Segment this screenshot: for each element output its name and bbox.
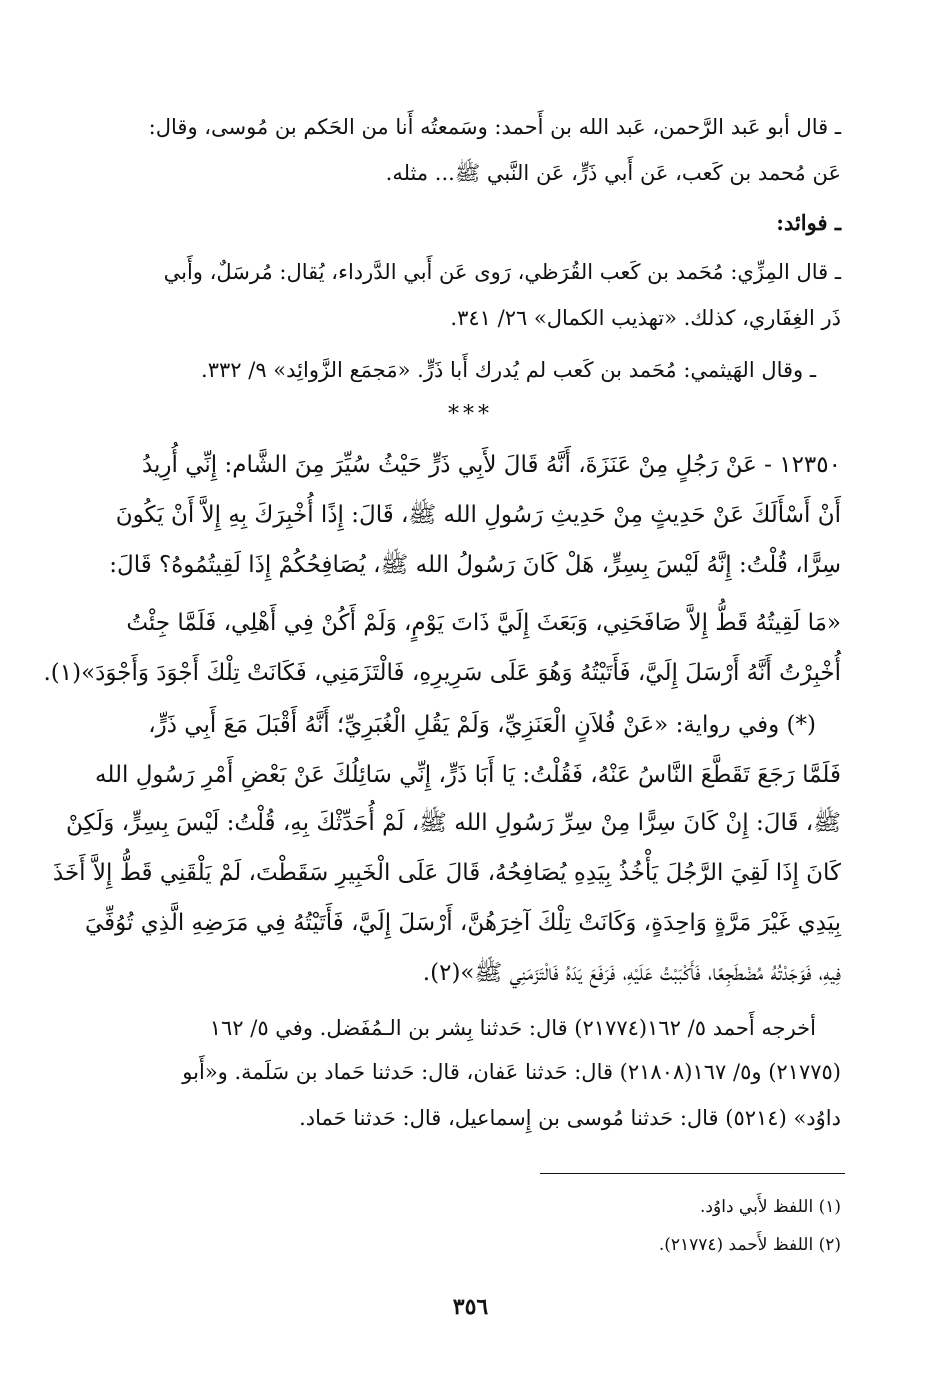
footnote: (٢) اللفظ لأَحمد (٢١٧٧٤). bbox=[658, 1235, 841, 1255]
intro-line: ـ قال أبو عَبد الرَّحمن، عَبد الله بن أَحمد: وسَمعتُه أَنا من الحَكم بن مُوسى، وقال: bbox=[148, 115, 841, 139]
hadith-line: سِرًّا، قُلْتُ: إِنَّهُ لَيْسَ بِسِرٍّ، هَلْ كَانَ رَسُولُ الله ﷺ، يُصَافِحُكُمْ إِذَا لَقِيتُمُوهُ؟ قَالَ: bbox=[109, 552, 841, 578]
riwaya-line: فَلَمَّا رَجَعَ تَقَطَّعَ النَّاسُ عَنْهُ، فَقُلْتُ: يَا أَبَا ذَرٍّ، إِنِّي سَائِلُكَ عَنْ بَعْضِ أَمْرِ رَسُولِ الله bbox=[95, 762, 841, 788]
takhrij-line: (٢١٧٧٥) و٥/ ١٦٧(٢١٨٠٨) قال: حَدثنا عَفان، قال: حَدثنا حَماد بن سَلَمة. و«أَبو bbox=[182, 1060, 841, 1084]
fawaid-line: ـ وقال الهَيثمي: مُحَمد بن كَعب لم يُدرك أَبا ذَرٍّ. «مَجمَع الزَّوائِد» ٩/ ٣٣٢. bbox=[201, 358, 816, 382]
footnote: (١) اللفظ لأَبي داوُد. bbox=[700, 1197, 841, 1217]
section-separator: *** bbox=[448, 402, 493, 427]
fawaid-heading: ـ فوائد: bbox=[776, 210, 841, 235]
takhrij-line: داوُد» (٥٢١٤) قال: حَدثنا مُوسى بن إِسماعيل، قال: حَدثنا حَماد. bbox=[299, 1106, 841, 1130]
hadith-line: أُخْبِرْتُ أَنَّهُ أَرْسَلَ إِلَيَّ، فَأَتَيْتُهُ وَهُوَ عَلَى سَرِيرِهِ، فَالْتَزَمَنِي، فَكَانَتْ تِلْكَ أَجْوَدَ وَأَجْوَدَ»(١). bbox=[43, 660, 841, 686]
riwaya-line: ﷺ، قَالَ: إِنْ كَانَ سِرًّا مِنْ سِرِّ رَسُولِ الله ﷺ، لَمْ أُحَدِّثْكَ بِهِ، قُلْتُ: لَيْسَ بِسِرٍّ، وَلَكِنْ bbox=[66, 810, 841, 836]
fawaid-line: ذَر الغِفَاري، كذلك. «تهذيب الكمال» ٢٦/ ٣٤١. bbox=[450, 306, 841, 330]
footnote-divider bbox=[540, 1173, 845, 1174]
riwaya-line: كَانَ إِذَا لَقِيَ الرَّجُلَ يَأْخُذُ بِيَدِهِ يُصَافِحُهُ، قَالَ عَلَى الْخَبِيرِ سَقَطْتَ، لَمْ يَلْقَنِي قَطُّ إِلاَّ أَخَذَ bbox=[52, 860, 841, 886]
takhrij-line: أخرجه أَحمد ٥/ ١٦٢(٢١٧٧٤) قال: حَدثنا بِشر بن الـمُفَضل. وفي ٥/ ١٦٢ bbox=[209, 1016, 816, 1040]
riwaya-line: بِيَدِي غَيْرَ مَرَّةٍ وَاحِدَةٍ، وَكَانَتْ تِلْكَ آخِرَهُنَّ، أَرْسَلَ إِلَيَّ، فَأَتَيْتُهُ فِي مَرَضِهِ الَّذِي تُوُفِّيَ bbox=[84, 910, 841, 936]
hadith-line: ١٢٣٥٠ - عَنْ رَجُلٍ مِنْ عَنَزَةَ، أَنَّهُ قَالَ لأَبِي ذَرٍّ حَيْثُ سُيِّرَ مِنَ الشَّام: إِنِّي أُرِيدُ bbox=[141, 452, 841, 478]
page-number: ٣٥٦ bbox=[452, 1294, 489, 1320]
fawaid-line: ـ قال المِزِّي: مُحَمد بن كَعب القُرَظي، رَوى عَن أَبي الدَّرداء، يُقال: مُرسَلٌ، وأَبي bbox=[163, 260, 841, 284]
riwaya-line: فِيهِ، فَوَجَدْتُهُ مُضْطَجِعًا، فَأَكْبَبْتُ عَلَيْهِ، فَرَفَعَ يَدَهُ فَالْتَزَمَنِي ﷺ»(٢). bbox=[422, 960, 841, 986]
hadith-line: «مَا لَقِيتُهُ قَطُّ إِلاَّ صَافَحَنِي، وَبَعَثَ إِلَيَّ ذَاتَ يَوْمٍ، وَلَمْ أَكُنْ فِي أَهْلِي، فَلَمَّا جِئْتُ bbox=[126, 610, 841, 636]
hadith-line: أَنْ أَسْأَلَكَ عَنْ حَدِيثٍ مِنْ حَدِيثِ رَسُولِ الله ﷺ، قَالَ: إِذًا أُخْبِرَكَ بِهِ إِلاَّ أَنْ يَكُونَ bbox=[115, 502, 841, 528]
intro-line: عَن مُحمد بن كَعب، عَن أَبي ذَرٍّ، عَن النَّبي ﷺ... مثله. bbox=[385, 161, 841, 185]
riwaya-line: (*) وفي رواية: «عَنْ فُلاَنٍ الْعَنَزِيِّ، وَلَمْ يَقُلِ الْغُبَرِيِّ؛ أَنَّهُ أَقْبَلَ مَعَ أَبِي ذَرٍّ، bbox=[148, 712, 816, 738]
